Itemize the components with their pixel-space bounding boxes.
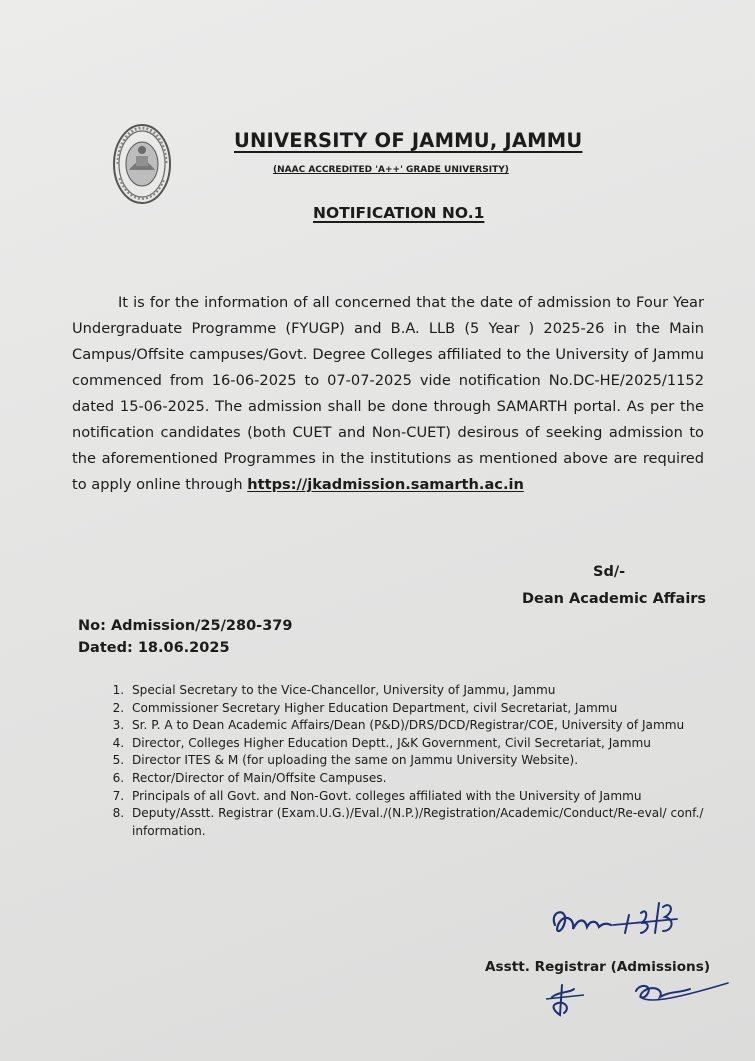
notification-title: NOTIFICATION NO.1 [313,204,485,222]
notification-body [72,290,704,498]
admission-portal-link[interactable]: https://jkadmission.samarth.ac.in [247,476,524,493]
copy-to-item: 3. Sr. P. A to Dean Academic Affairs/Dean (P&D)/DRS/DCD/Registrar/COE, University of Jammu [128,717,714,735]
handwritten-signature [545,893,695,953]
university-seal-icon [112,122,172,206]
accreditation-line: (NAAC ACCREDITED 'A++' GRADE UNIVERSITY) [273,165,509,175]
copy-to-item: 4. Director, Colleges Higher Education Deptt., J&K Government, Civil Secretariat, Jammu [128,735,714,753]
handwritten-initials [540,975,730,1025]
copy-to-item: 7. Principals of all Govt. and Non-Govt. colleges affiliated with the University of Jammu [128,788,714,806]
copy-to-item: 8. Deputy/Asstt. Registrar (Exam.U.G.)/Eval./(N.P.)/Registration/Academic/Conduct/Re-eval/ conf./ information. [128,805,714,840]
body-text: It is for the information of all concerned that the date of admission to Four Year Undergraduate Programme (FYUGP) and B.A. LLB (5 Year ) 2025-26 in the Main Campus/Offsite campuses/Govt. Degree Colleges affiliated to the University of Jammu commenced from 16-06-2025 to 07-07-2025 vide notification No.DC-HE/2025/1152 dated 15-06-2025. The admission shall be done through SAMARTH portal. As per the notification candidates (both CUET and Non-CUET) desirous of seeking admission to the aforementioned Programmes in the institutions as mentioned above are required to apply online through [72,294,704,493]
copy-to-item: 5. Director ITES & M (for uploading the same on Jammu University Website). [128,752,714,770]
issuer-title: Asstt. Registrar (Admissions) [485,959,711,975]
signatory-title: Dean Academic Affairs [522,591,707,607]
copy-to-item: 1. Special Secretary to the Vice-Chancellor, University of Jammu, Jammu [128,682,714,700]
sd-mark: Sd/- [593,564,626,580]
reference-number: No: Admission/25/280-379 [78,618,293,634]
university-name: UNIVERSITY OF JAMMU, JAMMU [234,129,583,152]
copy-to-list [106,682,714,840]
copy-to-item: 2. Commissioner Secretary Higher Education Department, civil Secretariat, Jammu [128,700,714,718]
reference-date: Dated: 18.06.2025 [78,640,230,656]
copy-to-item: 6. Rector/Director of Main/Offsite Campuses. [128,770,714,788]
